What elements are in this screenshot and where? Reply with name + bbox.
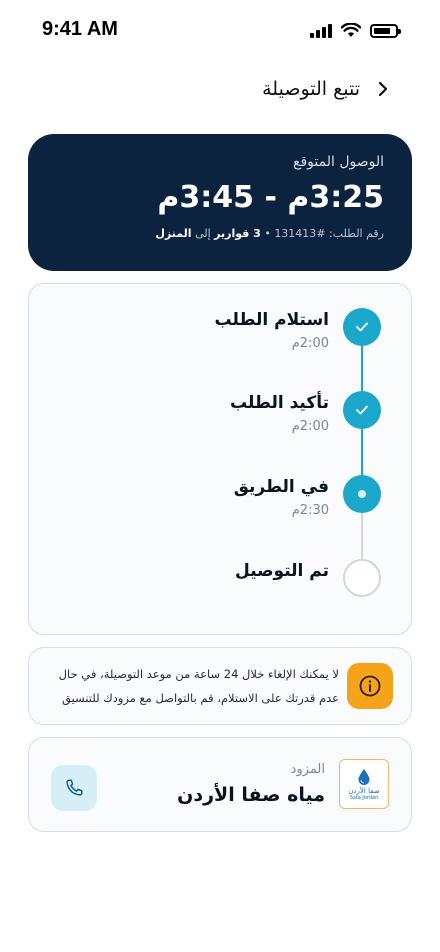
step-title: استلام الطلب [214, 310, 329, 330]
notice-text: لا يمكنك الإلغاء خلال 24 ساعة من موعد التوصيلة، في حال عدم قدرتك على الاستلام، قم بالتواصل مع مزودك للتنسيق [58, 667, 339, 705]
bottle-count: 3 قوارير [214, 227, 261, 240]
step-time: 2:00م [291, 336, 329, 351]
step-status [343, 391, 381, 429]
logo-text-ar: صفا الأردن [348, 786, 380, 795]
timeline-step [29, 475, 411, 535]
provider-label: المزود [290, 762, 325, 777]
eta-label: الوصول المتوقع [293, 154, 384, 170]
status-time: 9:41 AM [42, 18, 118, 40]
provider-logo [339, 759, 389, 809]
delivery-timeline [28, 283, 412, 635]
step-title: تم التوصيل [235, 561, 329, 581]
step-time: 2:00م [291, 419, 329, 434]
order-to: إلى [191, 227, 215, 240]
signal-icon [310, 24, 332, 38]
delivery-destination: المنزل [155, 227, 192, 240]
step-title: في الطريق [233, 477, 329, 497]
order-number: رقم الطلب: #131413 • [260, 227, 384, 240]
battery-icon [370, 24, 398, 38]
phone-icon [63, 777, 85, 799]
header [0, 70, 440, 110]
wifi-icon [341, 23, 361, 38]
timeline-step [29, 559, 411, 619]
timeline-step [29, 391, 411, 451]
water-drop-icon [357, 768, 371, 786]
check-icon [355, 404, 369, 416]
status-bar [0, 0, 440, 60]
call-provider-button[interactable] [51, 765, 97, 811]
step-status [343, 475, 381, 513]
status-icons [310, 23, 398, 38]
order-meta [56, 227, 384, 240]
step-status [343, 308, 381, 346]
eta-range: 3:25م - 3:45م [157, 180, 384, 215]
cancellation-notice [28, 647, 412, 725]
step-title: تأكيد الطلب [229, 393, 329, 413]
provider-name: مياه صفا الأردن [177, 784, 325, 806]
back-button[interactable] [370, 76, 396, 102]
current-dot-icon [358, 490, 366, 498]
notice-icon-box [347, 663, 393, 709]
page-title: تتبع التوصيلة [262, 78, 360, 100]
check-icon [355, 321, 369, 333]
eta-card [28, 134, 412, 271]
timeline-step [29, 308, 411, 368]
info-icon [358, 674, 382, 698]
chevron-right-icon [376, 81, 390, 97]
step-time: 2:30م [291, 503, 329, 518]
step-status [343, 559, 381, 597]
provider-card [28, 737, 412, 832]
logo-text-en: Safa Jordan [349, 794, 379, 801]
